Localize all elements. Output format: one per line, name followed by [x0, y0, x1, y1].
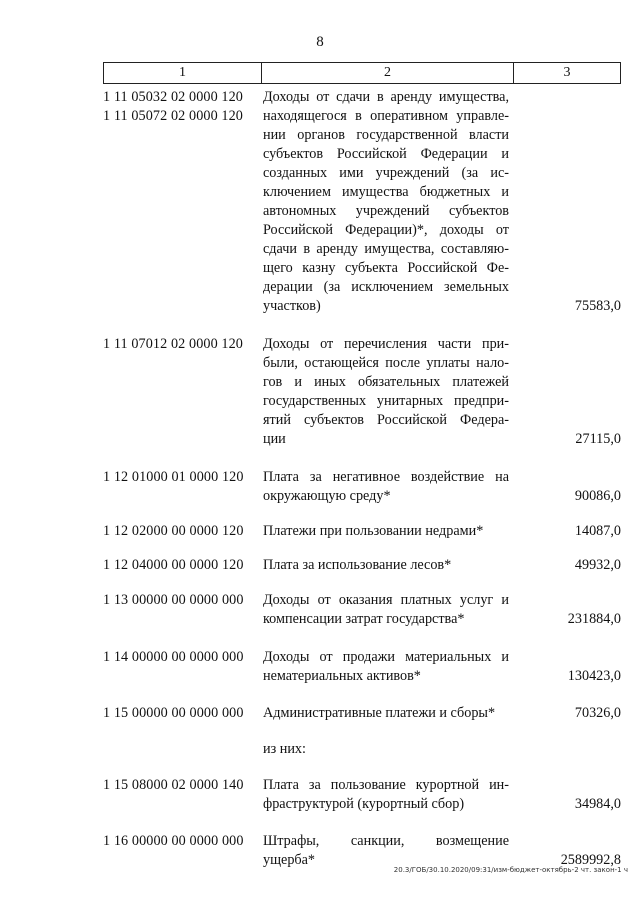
table-row — [103, 591, 621, 629]
row-code: 1 13 00000 00 0000 000 — [103, 592, 244, 608]
table-row — [103, 832, 621, 870]
row-code: 1 11 05032 02 0000 120 1 11 05072 02 0000 120 — [103, 89, 244, 124]
table-row — [103, 335, 621, 449]
row-amount: 49932,0 — [574, 557, 621, 573]
page-number: 8 — [316, 34, 324, 50]
row-name: Плата за негативное воздействие на окружающую среду* — [263, 469, 509, 504]
row-amount: 2589992,8 — [560, 852, 621, 868]
row-name: Плата за пользование курортной ин- фраструктурой (курортный сбор) — [263, 777, 509, 812]
row-amount: 130423,0 — [567, 668, 621, 684]
row-code: 1 12 02000 00 0000 120 — [103, 523, 244, 539]
table-body — [103, 84, 621, 870]
table-row — [103, 468, 621, 506]
table-row — [103, 648, 621, 686]
table-header — [103, 62, 621, 84]
row-name: Доходы от сдачи в аренду имущества, находящегося в оперативном управле- нии органов государственной власти субъектов Российской Федерации и созданных ими учреждений (за ис- ключением имущества бюджетных и автономных учреждений субъектов Российской Федерации)*, доходы от сдачи в аренду имущества, составляю- щего казну субъекта Российской Фе- дерации (за исключением земельных участков) — [263, 89, 509, 314]
table-row — [103, 88, 621, 316]
row-name: Доходы от перечисления части при- были, остающейся после уплаты нало- гов и иных обязательных платежей государственных унитарных предпри- ятий субъектов Российской Федера- ции — [263, 336, 509, 447]
header-col-1: 1 — [104, 63, 262, 83]
header-col-2: 2 — [262, 63, 514, 83]
table-row — [103, 556, 621, 575]
row-amount: 90086,0 — [574, 488, 621, 504]
row-amount: 34984,0 — [574, 796, 621, 812]
row-amount: 27115,0 — [575, 431, 621, 447]
row-name: Административные платежи и сборы* — [263, 705, 496, 721]
row-amount: 14087,0 — [574, 523, 621, 539]
row-code: 1 15 00000 00 0000 000 — [103, 705, 244, 721]
header-col-3: 3 — [563, 65, 571, 80]
row-amount: 70326,0 — [574, 705, 621, 721]
row-name: Доходы от продажи материальных и нематериальных активов* — [263, 649, 509, 684]
row-code: 1 16 00000 00 0000 000 — [103, 833, 244, 849]
row-code: 1 15 08000 02 0000 140 — [103, 777, 244, 793]
table-row — [103, 776, 621, 814]
row-name: Платежи при пользовании недрами* — [263, 523, 484, 539]
row-name: Доходы от оказания платных услуг и компенсации затрат государства* — [263, 592, 509, 627]
row-code: 1 14 00000 00 0000 000 — [103, 649, 244, 665]
row-code: 1 11 07012 02 0000 120 — [103, 336, 244, 352]
row-amount: 75583,0 — [574, 298, 621, 314]
row-amount: 231884,0 — [567, 611, 621, 627]
subheading: из них: — [263, 741, 306, 757]
document-footer: 20.3/ГОБ/30.10.2020/09:31/изм-бюджет-октябрь-2 чт. закон-1 ч — [393, 866, 628, 874]
row-code: 1 12 01000 01 0000 120 — [103, 469, 244, 485]
row-name: Плата за использование лесов* — [263, 557, 452, 573]
row-code: 1 12 04000 00 0000 120 — [103, 557, 244, 573]
row-name: Штрафы, санкции, возмещение ущерба* — [263, 833, 509, 868]
table-row — [103, 522, 621, 541]
table-row — [103, 704, 621, 723]
